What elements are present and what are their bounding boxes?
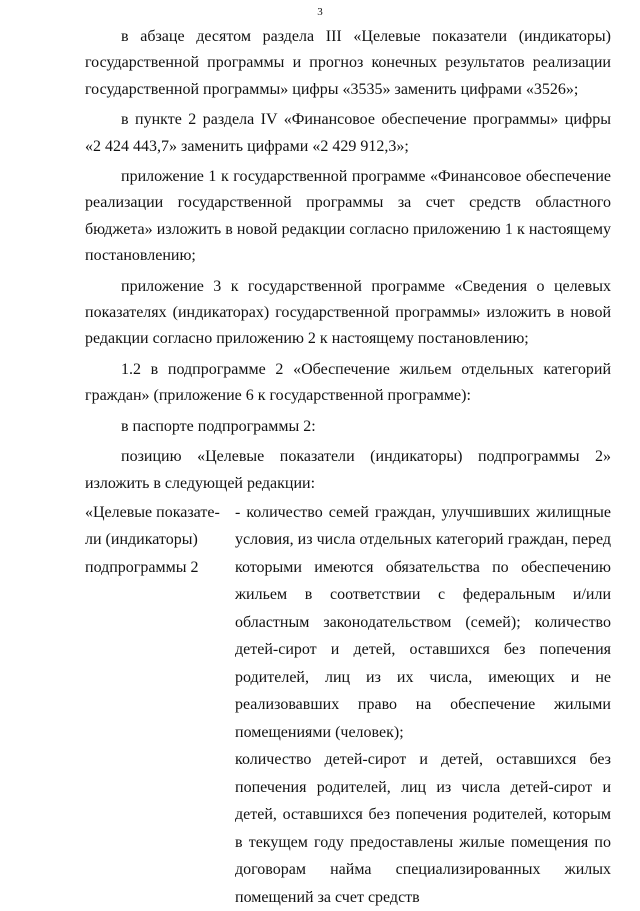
position-value [235, 499, 611, 911]
page-number: 3 [317, 6, 323, 18]
paragraph-appendix-3: приложение 3 к государственной программе «Сведения о целевых показателях (индикаторах) государственной программы» изложить в новой редакции согласно приложению 2 к настоящему постановлению; [85, 277, 611, 348]
position-table-row [85, 499, 611, 911]
paragraph-subprogram-2: 1.2 в подпрограмме 2 «Обеспечение жильем отдельных категорий граждан» (приложение 6 к государственной программе): [85, 360, 611, 405]
position-label-line: ли (индикаторы) [85, 531, 198, 549]
paragraph-passport: в паспорте подпрограммы 2: [121, 417, 316, 435]
paragraph-section-iii: в абзаце десятом раздела III «Целевые показатели (индикаторы) государственной программы и прогноз конечных результатов реализации государственной программы» цифры «3535» заменить цифрами «3526»; [85, 28, 611, 98]
paragraph-appendix-1: приложение 1 к государственной программе «Финансовое обеспечение реализации государственной программы за счет средств областного бюджета» изложить в новой редакции согласно приложению 1 к настоящему постановлению; [85, 168, 611, 265]
position-label [85, 499, 235, 911]
position-label-line: подпрограммы 2 [85, 558, 199, 576]
position-label-line: «Целевые показате- [85, 503, 220, 521]
position-value-paragraph: количество детей-сирот и детей, оставшихся без попечения родителей, лиц из числа детей-сирот и детей, оставшихся без попечения родителей, которым в текущем году предоставлены жилые помещения по договорам найма специализированных жилых помещений за счет средств [235, 751, 611, 906]
paragraph-position: позицию «Целевые показатели (индикаторы) подпрограммы 2» изложить в следующей редакции: [85, 448, 611, 492]
document-body [85, 24, 611, 911]
position-value-paragraph: - количество семей граждан, улучшивших жилищные условия, из числа отдельных категорий граждан, перед которыми имеются обязательства по обеспечению жильем в соответствии с федеральным и/или областным законодательством (семей); количество детей-сирот и детей, оставшихся без попечения родителей, лиц из их числа, имеющих и не реализовавших право на обеспечение жилыми помещениями (человек); [235, 503, 611, 741]
paragraph-section-iv: в пункте 2 раздела IV «Финансовое обеспечение программы» цифры «2 424 443,7» заменить цифрами «2 429 912,3»; [85, 111, 611, 155]
